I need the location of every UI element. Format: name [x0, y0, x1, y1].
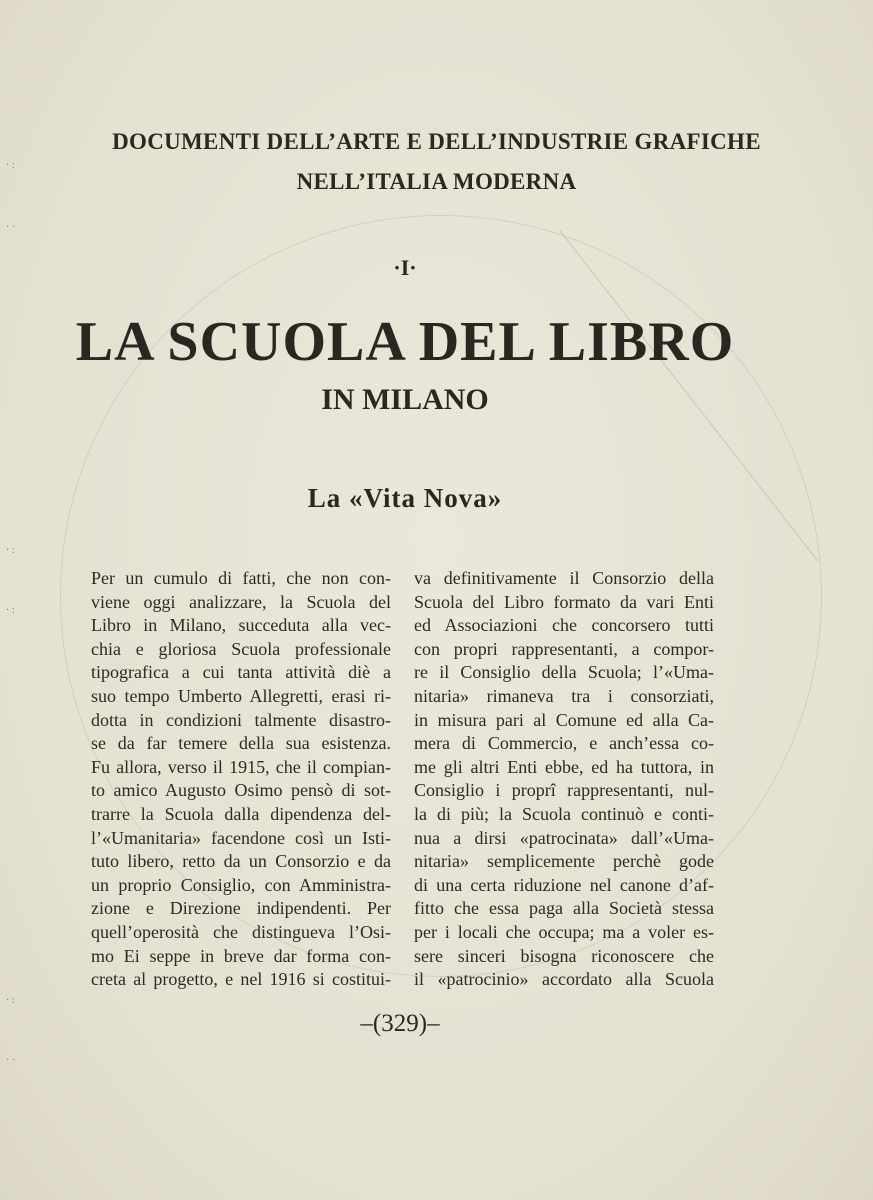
section-heading: La «Vita Nova» [307, 483, 503, 513]
text-line: tuto libero, retto da un Consorzio e da [91, 851, 391, 872]
text-line: un proprio Consiglio, con Amministra- [91, 874, 391, 895]
text-line: nitaria» semplicemente perchè gode [414, 851, 714, 872]
text-line: viene oggi analizzare, la Scuola del [91, 591, 391, 612]
text-line: re il Consiglio della Scuola; l’«Uma- [414, 662, 714, 683]
text-line: con propri rappresentanti, a compor- [414, 638, 714, 659]
text-line: Fu allora, verso il 1915, che il compian- [91, 756, 391, 777]
margin-mark: · : [6, 995, 15, 1006]
text-line: zione e Direzione indipendenti. Per [91, 898, 391, 919]
text-line: dotta in condizioni talmente disastro- [91, 709, 391, 730]
series-title [60, 122, 813, 202]
text-line: mo Ei seppe in breve dar forma con- [91, 945, 391, 966]
chapter-number: ·I· [393, 255, 417, 280]
text-line: quell’operosità che distingueva l’Osi- [91, 921, 391, 942]
sub-title: IN MILANO [321, 383, 489, 416]
margin-mark: · : [6, 160, 15, 171]
text-line: fitto che essa paga alla Società stessa [414, 898, 714, 919]
text-line: Per un cumulo di fatti, che non con- [91, 568, 391, 588]
series-title-line: DOCUMENTI DELL’ARTE E DELL’INDUSTRIE GRAFICHE [112, 129, 761, 154]
text-line: mera di Commercio, e anch’essa co- [414, 733, 714, 754]
text-line: to amico Augusto Osimo pensò di sot- [91, 780, 391, 801]
margin-mark: · · [6, 222, 16, 233]
text-line: di una certa riduzione nel canone d’af- [414, 874, 714, 895]
text-line: creta al progetto, e nel 1916 si costitui- [91, 969, 391, 990]
text-line: l’«Umanitaria» facendone così un Isti- [91, 827, 391, 848]
text-line: per i locali che occupa; ma a voler es- [414, 921, 714, 942]
text-line: chia e gloriosa Scuola professionale [91, 638, 391, 659]
text-line: Scuola del Libro formato da vari Enti [414, 591, 714, 612]
text-line: il «patrocinio» accordato alla Scuola [414, 969, 714, 990]
text-line: ed Associazioni che concorsero tutti [414, 615, 714, 636]
text-line: va definitivamente il Consorzio della [414, 568, 714, 588]
text-line: la di più; la Scuola continuò e conti- [414, 803, 714, 824]
text-line: tipografica a cui tanta attività diè a [91, 662, 391, 683]
series-title-line: NELL’ITALIA MODERNA [296, 169, 577, 194]
text-line: in misura pari al Comune ed alla Ca- [414, 709, 714, 730]
text-line: nitaria» rimaneva tra i consorziati, [414, 685, 714, 706]
margin-mark: · : [6, 545, 15, 556]
body-column-right [414, 567, 714, 992]
main-title: LA SCUOLA DEL LIBRO [75, 311, 735, 373]
page-number: –(329)– [360, 1010, 440, 1037]
text-line: trarre la Scuola dalla dipendenza del- [91, 803, 391, 824]
margin-mark: · · [6, 1055, 16, 1066]
text-line: Consiglio i proprî rappresentanti, nul- [414, 780, 714, 801]
text-line: me gli altri Enti ebbe, ed ha tuttora, in [414, 756, 714, 777]
text-line: se da far temere della sua esistenza. [91, 733, 391, 754]
text-line: suo tempo Umberto Allegretti, erasi ri- [91, 685, 391, 706]
text-line: sere sinceri bisogna riconoscere che [414, 945, 714, 966]
text-line: nua a dirsi «patrocinata» dall’«Uma- [414, 827, 714, 848]
margin-mark: · : [6, 605, 15, 616]
text-line: Libro in Milano, succeduta alla vec- [91, 615, 391, 636]
body-column-left [91, 567, 391, 992]
